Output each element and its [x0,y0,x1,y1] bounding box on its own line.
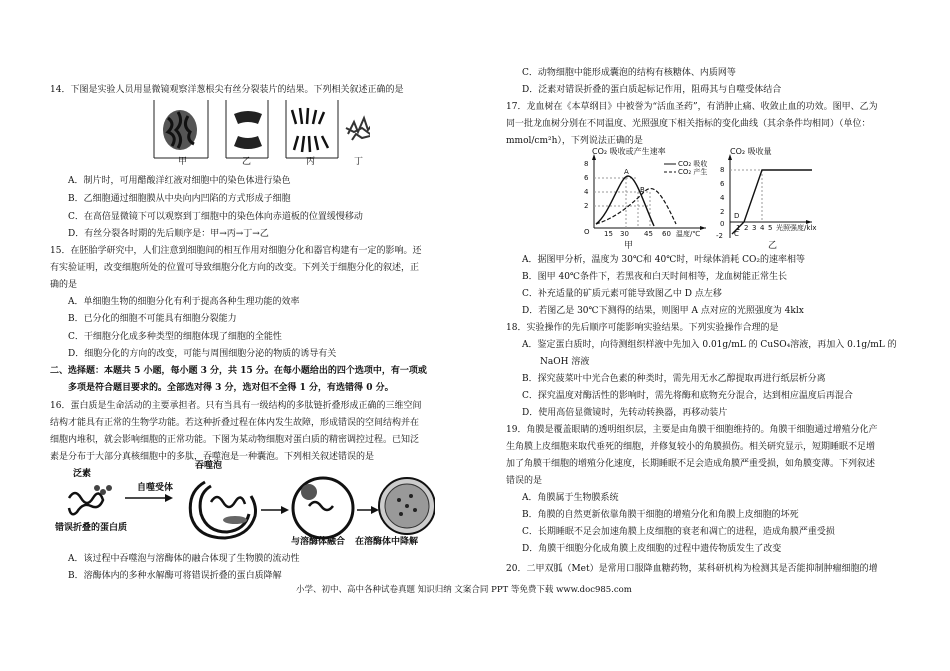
q18-option-c: C．探究温度对酶活性的影响时，需先将酶和底物充分混合，达到相应温度后再混合 [522,391,853,401]
q16-option-d: D．泛素对错误折叠的蛋白质起标记作用，阻碍其与自噬受体结合 [522,85,782,95]
cell-yi [234,111,262,149]
chart-yi [716,147,826,252]
q14-label-jia: 甲 [178,157,188,167]
q16-label-fusion: 与溶酶体融合 [291,537,346,547]
q15-stem-3: 确的是 [50,280,78,290]
phagosome-cup [190,482,255,538]
q19-stem-2: 生角膜上皮细胞来取代垂死的细胞，并修复较小的角膜损伤。相关研究显示，短期睡眠不足增 [506,442,876,452]
q16-stem-4: 素是分布于大部分真核细胞中的多肽，吞噬泡是一种囊泡。下列相关叙述错误的是 [50,452,375,462]
q16-label-receptor: 自噬受体 [137,483,174,493]
chart-jia-xtick-45: 45 [644,230,653,238]
chart-jia-title: CO₂ 吸收或产生速率 [592,147,666,156]
q15-stem-2: 有实验证明，改变细胞所处的位置可导致细胞分化方向的改变。下列关于细胞分化的叙述，正 [50,263,420,273]
chart-yi-caption: 乙 [768,241,778,251]
chart-jia-point-b: B [640,186,645,194]
chart-jia-xtick-0: O [584,228,590,236]
q16-label-phagosome: 吞噬泡 [195,461,223,471]
q16-stem-3: 细胞内堆积，就会影响细胞的正常功能。下图为某动物细胞对蛋白质的精密调控过程。已知泛 [50,435,420,445]
q20-stem: 20．二甲双胍（Met）是常用口服降血糖药物，某科研机构为检测其是否能抑制肿瘤细胞的增 [506,564,878,574]
q14-label-bing: 丙 [306,157,316,167]
q15-stem-1: 15．在胚胎学研究中，人们注意到细胞间的相互作用对细胞分化和器官构建有一定的影响。还 [50,246,422,256]
q19-option-a: A．角膜属于生物膜系统 [522,493,619,503]
q14-option-d: D．有丝分裂各时期的先后顺序是：甲→丙→丁→乙 [68,229,269,239]
q16-label-degrade: 在溶酶体中降解 [355,537,419,547]
chart-jia-ytick-4: 4 [584,188,589,196]
q17-option-b: B．图甲 40℃条件下，若黑夜和白天时间相等，龙血树能正常生长 [522,272,787,282]
cell-bing [292,108,328,152]
q14-option-b: B．乙细胞通过细胞膜从中央向内凹陷的方式形成子细胞 [68,194,291,204]
chart-jia [580,147,710,252]
q15-option-b: B．已分化的细胞不可能具有细胞分裂能力 [68,314,237,324]
q15-option-a: A．单细胞生物的细胞分化有利于提高各种生理功能的效率 [68,297,300,307]
chart-yi-ytick-8: 8 [720,166,725,174]
chart-yi-point-d: D [734,212,740,220]
q16-option-b: B．溶酶体内的多种水解酶可将错误折叠的蛋白质降解 [68,571,282,581]
q16-option-c: C．动物细胞中能形成囊泡的结构有核糖体、内质网等 [522,68,736,78]
q16-stem-2: 结构才能具有正常的生物学功能。若这种折叠过程在体内发生故障，形成错误的空间结构并在 [50,418,420,428]
chart-yi-title: CO₂ 吸收量 [730,147,772,156]
q18-option-a: A．鉴定蛋白质时，向待测组织样液中先加入 0.01g/mL 的 CuSO₄溶液，再加入 0.1g/mL 的 [522,340,897,350]
chart-jia-point-a: A [624,168,629,176]
cell-ding [346,118,370,140]
chart-yi-ytick-neg2: -2 [716,232,723,240]
chart-yi-xtick-5: 5 [768,224,773,232]
q16-label-misfolded: 错误折叠的蛋白质 [55,523,128,533]
chart-jia-caption: 甲 [624,241,634,251]
chart-jia-ytick-6: 6 [584,174,589,182]
chart-jia-legend-1: CO₂ 吸收 [678,160,708,168]
q17-option-d: D．若图乙是 30℃下测得的结果，则图甲 A 点对应的光照强度为 4klx [522,306,804,316]
chart-yi-ytick-2: 2 [720,208,725,216]
q17-stem-2: 同一批龙血树分别在不同温度、光照强度下相关指标的变化曲线（其余条件均相同）（单位： [506,119,871,129]
chart-jia-xlabel: 温度/℃ [676,230,701,238]
q18-stem: 18．实验操作的先后顺序可能影响实验结果。下列实验操作合理的是 [506,323,779,333]
page-footer: 小学、初中、高中各种试卷真题 知识归纳 文案合同 PPT 等免费下载 www.doc985.com [296,585,632,595]
q19-option-c: C．长期睡眠不足会加速角膜上皮细胞的衰老和凋亡的进程，造成角膜严重受损 [522,527,835,537]
chart-yi-point-c: C [734,230,739,238]
q19-option-b: B．角膜的自然更新依靠角膜干细胞的增殖分化和角膜上皮细胞的坏死 [522,510,799,520]
q15-option-d: D．细胞分化的方向的改变，可能与周围细胞分泌的物质的诱导有关 [68,349,337,359]
chart-yi-svg [716,152,826,252]
q16-option-a: A．该过程中吞噬泡与溶酶体的融合体现了生物膜的流动性 [68,554,300,564]
q14-label-yi: 乙 [242,157,252,167]
chart-yi-ytick-0: 0 [720,220,725,228]
q14-stem: 14．下图是实验人员用显微镜观察洋葱根尖有丝分裂装片的结果。下列相关叙述正确的是 [50,85,404,95]
q17-stem-3: mmol/cm²h），下列说法正确的是 [506,136,643,146]
q18-option-d: D．使用高倍显微镜时，先转动转换器，再移动装片 [522,408,728,418]
chart-yi-ytick-4: 4 [720,194,725,202]
q18-option-a-cont: NaOH 溶液 [540,357,590,367]
q16-label-ubiquitin: 泛素 [73,469,92,479]
chart-yi-xtick-3: 3 [752,224,757,232]
co2-uptake-curve [596,176,654,226]
q16-figure [55,462,435,550]
ubiquitin-dot [94,485,100,491]
q14-label-ding: 丁 [354,157,364,167]
q17-option-c: C．补充适量的矿质元素可能导致图乙中 D 点左移 [522,289,722,299]
chart-yi-xtick-1: 1 [736,224,741,232]
chart-yi-ytick-6: 6 [720,180,725,188]
section2-line-1: 二、选择题：本题共 5 小题，每小题 3 分，共 15 分。在每小题给出的四个选项中，有一项或 [50,366,427,376]
q19-stem-3: 加了角膜干细胞的增殖分化速度，长期睡眠不足会造成角膜严重受损，如角膜变薄。下列叙述 [506,459,876,469]
cell-jia [163,110,197,150]
chart-yi-xtick-4: 4 [760,224,765,232]
q19-option-d: D．角膜干细胞分化成角膜上皮细胞的过程中遗传物质发生了改变 [522,544,782,554]
section2-line-2: 多项是符合题目要求的。全部选对得 3 分，选对但不全得 1 分，有选错得 0 分。 [68,383,394,393]
q15-option-c: C．干细胞分化成多种类型的细胞体现了细胞的全能性 [68,332,282,342]
chart-jia-xtick-15: 15 [604,230,613,238]
q17-stem-1: 17．龙血树在《本草纲目》中被誉为“活血圣药”，有消肿止痛、收敛止血的功效。图甲、乙为 [506,102,878,112]
q14-option-c: C．在高倍显微镜下可以观察到丁细胞中的染色体向赤道板的位置缓慢移动 [68,212,363,222]
q14-figure [140,100,370,167]
q18-option-b: B．探究菠菜叶中光合色素的种类时，需先用无水乙醇提取再进行纸层析分离 [522,374,826,384]
chart-jia-xtick-30: 30 [620,230,629,238]
chart-jia-legend-2: CO₂ 产生 [678,168,708,176]
chart-jia-xtick-60: 60 [662,230,671,238]
q17-option-a: A．据图甲分析，温度为 30℃和 40℃时，叶绿体消耗 CO₂的速率相等 [522,255,805,265]
mitosis-micrographs [140,100,370,162]
q19-stem-4: 错误的是 [506,476,543,486]
misfolded-protein-shape [69,493,103,514]
chart-jia-ytick-2: 2 [584,202,589,210]
chart-jia-ytick-8: 8 [584,160,589,168]
q19-stem-1: 19．角膜是覆盖眼睛的透明组织层，主要是由角膜干细胞维持的。角膜干细胞通过增殖分化产 [506,425,878,435]
chart-yi-xtick-2: 2 [744,224,749,232]
q16-stem-1: 16．蛋白质是生命活动的主要承担者。只有当具有一级结构的多肽链折叠形成正确的三维空间 [50,401,422,411]
q14-option-a: A．制片时，可用醋酸洋红液对细胞中的染色体进行染色 [68,176,291,186]
chart-yi-xlabel: 光照强度/klx [776,224,817,232]
